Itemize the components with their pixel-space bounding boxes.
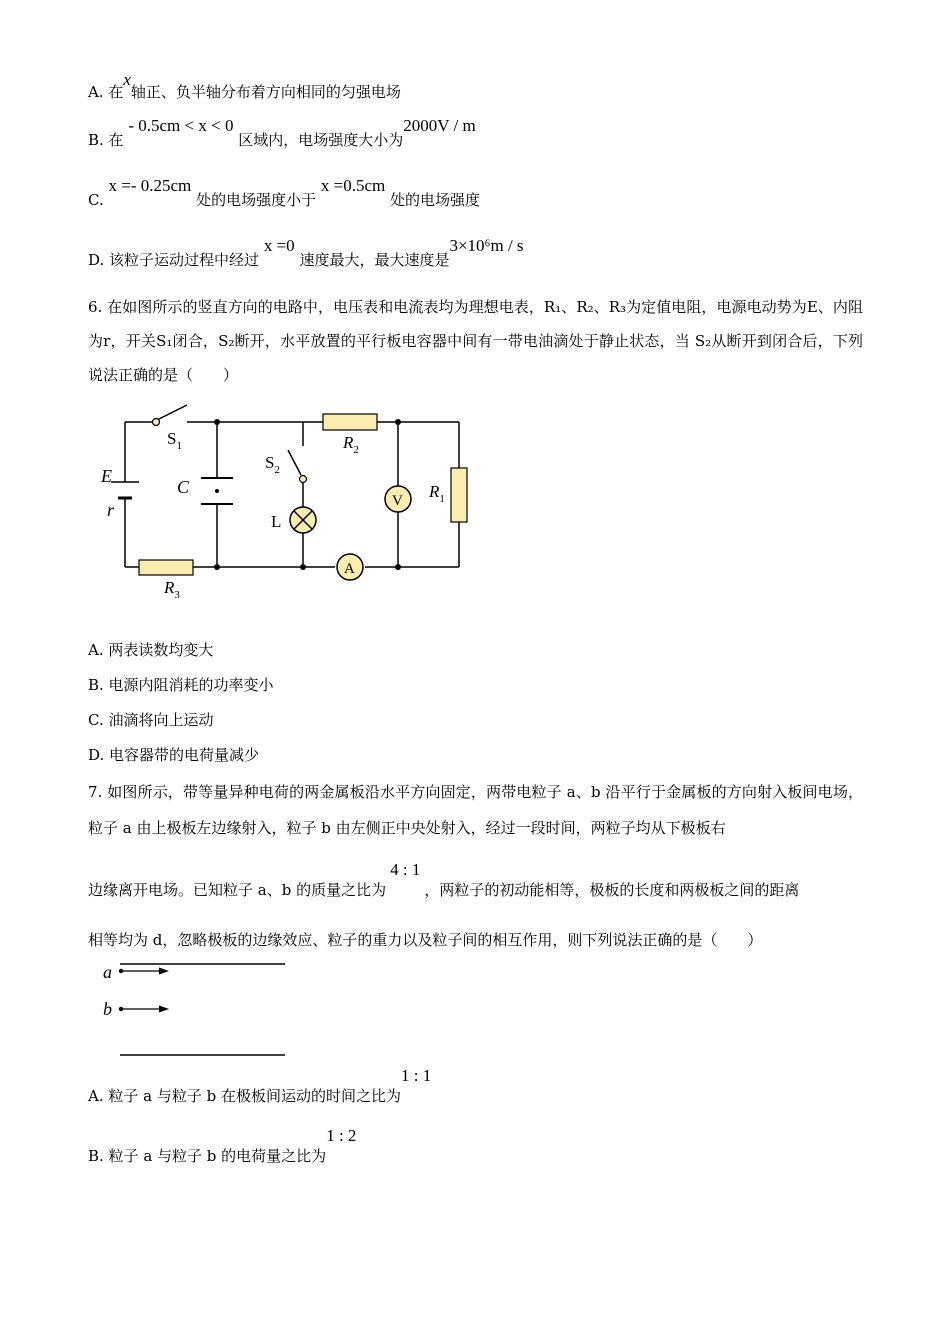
- stem-text: ，两粒子的初动能相等，极板的长度和两极板之间的距离: [424, 881, 800, 899]
- svg-text:E: E: [101, 466, 112, 486]
- option-text: 处的电场强度小于: [196, 191, 317, 209]
- option-label: C.: [88, 191, 104, 209]
- option-text: 速度最大，最大速度是: [299, 251, 450, 269]
- math-expression: x =- 0.25cm: [108, 176, 192, 195]
- option-label: A. 在: [88, 83, 124, 101]
- svg-text:L: L: [271, 512, 282, 531]
- q5-option-d: [88, 236, 524, 270]
- math-expression: 1 : 1: [401, 1066, 432, 1085]
- math-expression: x =0.5cm: [320, 176, 386, 195]
- option-text: 轴正、负半轴分布着方向相同的匀强电场: [130, 83, 401, 101]
- svg-text:V: V: [392, 493, 403, 509]
- svg-text:R2: $R_2$: [343, 433, 359, 456]
- option-label: B. 在: [88, 131, 124, 149]
- svg-text:A: A: [344, 561, 355, 577]
- option-text: 处的电场强度: [390, 191, 481, 209]
- svg-text:C: C: [177, 477, 190, 497]
- particle-a-label: a: [103, 962, 112, 982]
- svg-text:R1: $R_1$: [429, 482, 445, 505]
- q7-plates-figure: [95, 955, 295, 1065]
- math-expression: 4 : 1: [390, 860, 421, 879]
- q7-stem-part2: [88, 860, 800, 900]
- option-text: 区域内，电场强度大小为: [238, 131, 404, 149]
- math-expression: x: [123, 70, 131, 89]
- q6-option-d: D. 电容器带的电荷量减少: [88, 746, 260, 764]
- option-label: D. 该粒子运动过程中经过: [88, 251, 260, 269]
- stem-text: 边缘离开电场。已知粒子 a、b 的质量之比为: [88, 881, 387, 899]
- svg-text:S1: $S_1$: [167, 429, 182, 452]
- q6-stem: 6. 在如图所示的竖直方向的电路中，电压表和电流表均为理想电表，R₁、R₂、R₃为定值电阻，电源电动势为E、内阻为r，开关S₁闭合，S₂断开，水平放置的平行板电容器中间有一带电油滴处于静止状态，当 S₂从断开到闭合后，下列说法正确的是（ ）: [88, 298, 863, 384]
- math-expression: x =0: [263, 236, 295, 255]
- particle-b-label: b: [103, 999, 112, 1019]
- svg-text:R3: $R_3$: [164, 578, 180, 601]
- option-text: A. 粒子 a 与粒子 b 在极板间运动的时间之比为: [88, 1087, 401, 1105]
- q6-option-c: C. 油滴将向上运动: [88, 711, 214, 729]
- q5-option-b: [88, 116, 476, 150]
- svg-text:r: r: [107, 500, 115, 520]
- q7-stem-part1: 7. 如图所示，带等量异种电荷的两金属板沿水平方向固定，两带电粒子 a、b 沿平行于金属板的方向射入板间电场，粒子 a 由上极板左边缘射入，粒子 b 由左侧正中央处射入，经过一段时间，两粒子均从下极板右: [88, 783, 863, 837]
- option-text: B. 粒子 a 与粒子 b 的电荷量之比为: [88, 1147, 327, 1165]
- q6-option-b: B. 电源内阻消耗的功率变小: [88, 676, 274, 694]
- q7-option-b: [88, 1126, 357, 1166]
- q6-option-a: A. 两表读数均变大: [88, 641, 214, 659]
- q7-option-a: [88, 1066, 432, 1106]
- math-expression: 1 : 2: [326, 1126, 357, 1145]
- math-expression: 2000V / m: [403, 116, 476, 135]
- math-expression: 3×10⁶m / s: [449, 236, 524, 255]
- math-expression: - 0.5cm < x < 0: [128, 116, 234, 135]
- q5-option-a: [88, 70, 401, 102]
- q7-stem-part3: 相等均为 d，忽略极板的边缘效应、粒子的重力以及粒子间的相互作用，则下列说法正确的是（ ）: [88, 931, 763, 949]
- q6-circuit-figure: [95, 400, 475, 610]
- q5-option-c: [88, 176, 481, 210]
- svg-text:S2: $S_2$: [265, 453, 280, 476]
